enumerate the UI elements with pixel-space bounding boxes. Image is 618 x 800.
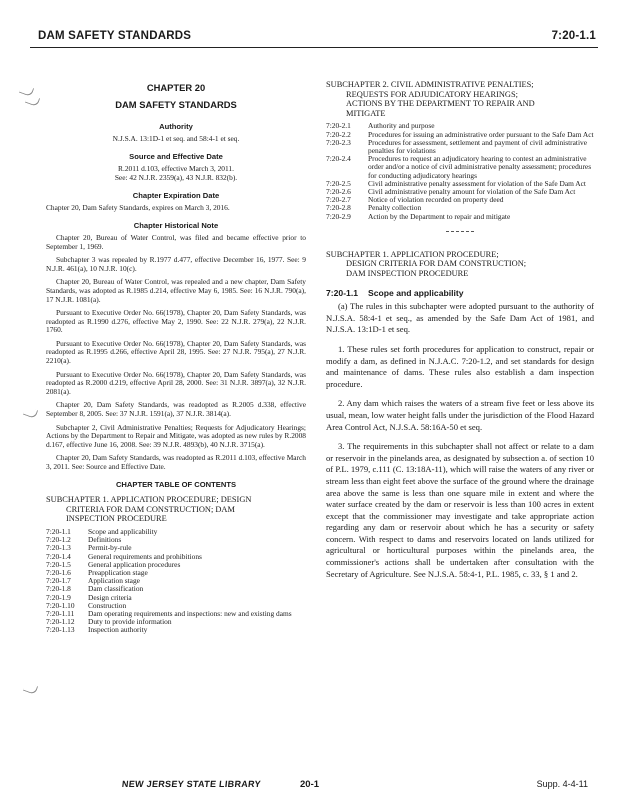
toc-title: Action by the Department to repair and mitigate <box>368 211 511 221</box>
toc-number: 7:20-1.8 <box>46 584 71 594</box>
toc-title: Civil administrative penalty amount for violation of the Safe Dam Act <box>368 187 576 196</box>
history-note: Chapter 20, Bureau of Water Control, was repealed and a new chapter, Dam Safety Standards, was adopted as R.1985 d.214, effective May 6, 1985. See: 16 N.J.R. 790(a), 17 N.J.R. 1081(a). <box>46 277 306 304</box>
toc-subchapter-2 <box>326 122 594 220</box>
toc-title: Procedures for assessment, settlement and payment of civil administrative penalties for violations <box>368 137 587 155</box>
toc-title: Construction <box>88 600 127 610</box>
toc-number: 7:20-1.5 <box>46 559 71 569</box>
subchapter-heading-line: CRITERIA FOR DAM CONSTRUCTION; DAM <box>66 504 235 514</box>
toc-number: 7:20-2.6 <box>326 187 351 196</box>
history-note: Chapter 20, Dam Safety Standards, was readopted as R.2011 d.103, effective March 3, 2011. See: Source and Effective Date. <box>46 453 306 471</box>
header-rule <box>30 47 598 48</box>
right-column <box>326 80 594 588</box>
toc-title: Permit-by-rule <box>88 543 132 553</box>
toc-title: Penalty collection <box>368 203 422 213</box>
subchapter-heading-line: REQUESTS FOR ADJUDICATORY HEARINGS; <box>346 89 518 99</box>
subchapter-heading-line: DAM INSPECTION PROCEDURE <box>346 269 469 278</box>
toc-title: Definitions <box>88 535 122 545</box>
toc-title: Dam classification <box>88 584 144 594</box>
history-note: Pursuant to Executive Order No. 66(1978), Chapter 20, Dam Safety Standards, was readopted as R.1995 d.266, effective April 28, 1995. See: 27 N.J.R. 795(a), 27 N.J.R. 2210(a). <box>46 338 306 366</box>
subchapter-heading-line: DESIGN CRITERIA FOR DAM CONSTRUCTION; <box>346 259 527 269</box>
chapter-title: DAM SAFETY STANDARDS <box>115 98 237 110</box>
history-note: Subchapter 3 was repealed by R.1977 d.477, effective December 16, 1977. See: 9 N.J.R. 461(a), 10 N.J.R. 10(c). <box>46 255 306 273</box>
toc-number: 7:20-1.4 <box>46 551 71 561</box>
expiration-text: Chapter 20, Dam Safety Standards, expires on March 3, 2016. <box>46 202 230 212</box>
toc-title: Dam operating requirements and inspections: new and existing dams <box>88 609 292 618</box>
library-stamp: NEW JERSEY STATE LIBRARY <box>121 779 262 789</box>
toc-title: Notice of violation recorded on property deed <box>368 195 504 205</box>
toc-title: Inspection authority <box>88 625 148 635</box>
toc-number: 7:20-2.8 <box>326 203 351 213</box>
toc-number: 7:20-1.7 <box>46 576 71 586</box>
source-text: R.2011 d.103, effective March 3, 2011. <box>118 163 234 173</box>
body-paragraph: 3. The requirements in this subchapter shall not affect or relate to a dam or reservoir in the pinelands area, as designated by subsection a. of section 10 of P.L. 1979, c.111 (C. 13:18A-11), which will raise the waters of any river or stream less than eight feet above the surface of the ground where the drainage area above the same is less than one square mile in extent and where the water surface created by the dam or reservoir is less than 100 acres in extent except that the commissioner may investigate and take appropriate action regarding any dam or reservoir about which he has a security or safety concern. With respect to dams and reservoirs located on lands utilized for agricultural or horticultural purposes within the pinelands area, the commissioner's actions shall be undertaken after consultation with the Secretary of Agriculture. See N.J.S.A. 58:4-1, P.L. 1985, c. 33, § 1 and 2. <box>326 441 594 579</box>
section-title: Scope and applicability <box>368 287 464 298</box>
subchapter-1-heading <box>326 250 594 279</box>
body-paragraph: (a) The rules in this subchapter were adopted pursuant to the authority of N.J.S.A. 58:4-1 et seq., as amended by the Safe Dam Act of 1981, and N.J.S.A. 13:1D-1 et seq. <box>326 301 594 335</box>
history-note: Pursuant to Executive Order No. 66(1978), Chapter 20, Dam Safety Standards, was readopted as R.1990 d.276, effective May 2, 1990. See: 22 N.J.R. 279(a), 22 N.J.R. 1760. <box>46 308 306 335</box>
history-note: Chapter 20, Dam Safety Standards, was readopted as R.2005 d.338, effective September 8, 2005. See: 37 N.J.R. 1591(a), 37 N.J.R. 3814(a). <box>46 400 306 419</box>
toc-title: Procedures to request an adjudicatory hearing to contest an administrative order and/or a notice of civil administrative penalty assessment; procedures for conducting adjudicatory hearings <box>368 154 592 180</box>
toc-number: 7:20-1.9 <box>46 592 71 602</box>
toc-number: 7:20-1.6 <box>46 567 71 577</box>
toc-title: Design criteria <box>88 592 132 602</box>
toc-number: 7:20-2.7 <box>326 195 351 205</box>
history-note: Pursuant to Executive Order No. 66(1978), Chapter 20, Dam Safety Standards, was readopted as R.2000 d.219, effective April 28, 2000. See: 31 N.J.R. 3897(a), 32 N.J.R. 2081(a). <box>46 369 306 396</box>
authority-heading: Authority <box>159 122 193 132</box>
toc-title: Procedures for issuing an administrative order pursuant to the Safe Dam Act <box>368 129 594 139</box>
toc-subchapter-2-heading <box>326 80 594 118</box>
toc-number: 7:20-1.11 <box>46 609 75 618</box>
section-heading <box>326 289 594 298</box>
expiration-heading: Chapter Expiration Date <box>132 191 220 201</box>
toc-title: General requirements and prohibitions <box>88 551 202 561</box>
toc-title: Authority and purpose <box>368 121 435 131</box>
subchapter-heading-line: INSPECTION PROCEDURE <box>66 514 167 524</box>
subchapter-heading-line: SUBCHAPTER 1. APPLICATION PROCEDURE; DESIGN <box>46 495 252 505</box>
source-citation: See: 42 N.J.R. 2359(a), 43 N.J.R. 832(b). <box>114 172 238 182</box>
toc-title: Duty to provide information <box>88 617 172 627</box>
toc-number: 7:20-2.5 <box>326 178 351 188</box>
toc-number: 7:20-2.3 <box>326 137 351 147</box>
toc-title: Scope and applicability <box>88 526 158 536</box>
toc-number: 7:20-1.10 <box>46 600 75 610</box>
history-heading: Chapter Historical Note <box>133 221 219 231</box>
left-column <box>46 80 306 635</box>
toc-number: 7:20-2.1 <box>326 121 351 131</box>
toc-number: 7:20-1.12 <box>46 617 75 627</box>
subchapter-heading-line: MITIGATE <box>346 108 386 118</box>
authority-text: N.J.S.A. 13:1D-1 et seq. and 58:4-1 et seq. <box>112 133 240 143</box>
toc-heading: CHAPTER TABLE OF CONTENTS <box>115 479 237 489</box>
toc-number: 7:20-2.9 <box>326 211 351 221</box>
toc-title: Civil administrative penalty assessment for violation of the Safe Dam Act <box>368 178 586 188</box>
margin-mark <box>23 682 38 695</box>
toc-subchapter-1-heading <box>46 495 306 524</box>
header-section-number: 7:20-1.1 <box>551 30 596 42</box>
toc-number: 7:20-1.1 <box>46 526 71 536</box>
toc-number: 7:20-2.2 <box>326 129 351 139</box>
toc-title: Application stage <box>88 576 140 586</box>
toc-subchapter-1 <box>46 528 306 635</box>
subchapter-heading-line: SUBCHAPTER 2. CIVIL ADMINISTRATIVE PENALTIES; <box>326 80 534 89</box>
body-paragraph: 2. Any dam which raises the waters of a stream five feet or less above its usual, mean, low water height falls under the jurisdiction of the Flood Hazard Area Control Act, N.J.S.A. 58:16A-50 et seq. <box>326 398 594 432</box>
history-note: Subchapter 2, Civil Administrative Penalties; Requests for Adjudicatory Hearings; Actions by the Department to Repair and Mitigate, was adopted as new rules by R.2008 d.167, effective June 16, 2008. See: 39 N.J.R. 4893(b), 40 N.J.R. 3715(a). <box>46 422 306 449</box>
toc-title: Preapplication stage <box>88 567 148 577</box>
supplement-date: Supp. 4-4-11 <box>536 779 588 789</box>
margin-mark <box>25 94 40 107</box>
margin-mark <box>23 406 38 419</box>
toc-number: 7:20-2.4 <box>326 154 351 164</box>
toc-number: 7:20-1.3 <box>46 543 71 553</box>
page-number: 20-1 <box>300 779 320 790</box>
toc-number: 7:20-1.2 <box>46 535 71 545</box>
chapter-number: CHAPTER 20 <box>146 82 206 93</box>
toc-title: General application procedures <box>88 559 181 569</box>
header-title: DAM SAFETY STANDARDS <box>38 30 192 42</box>
section-number: 7:20-1.1 <box>326 287 359 298</box>
history-note: Chapter 20, Bureau of Water Control, was filed and became effective prior to September 1, 1969. <box>46 232 306 251</box>
running-header <box>38 30 596 42</box>
body-paragraph: 1. These rules set forth procedures for application to construct, repair or modify a dam, as defined in N.J.A.C. 7:20-1.2, and set standards for design and maintenance of dams. These rules also establish a dam inspection procedure. <box>326 343 594 389</box>
source-heading: Source and Effective Date <box>129 152 223 162</box>
subchapter-heading-line: ACTIONS BY THE DEPARTMENT TO REPAIR AND <box>346 99 535 109</box>
section-divider <box>446 231 474 232</box>
toc-number: 7:20-1.13 <box>46 625 75 635</box>
subchapter-heading-line: SUBCHAPTER 1. APPLICATION PROCEDURE; <box>326 249 499 259</box>
